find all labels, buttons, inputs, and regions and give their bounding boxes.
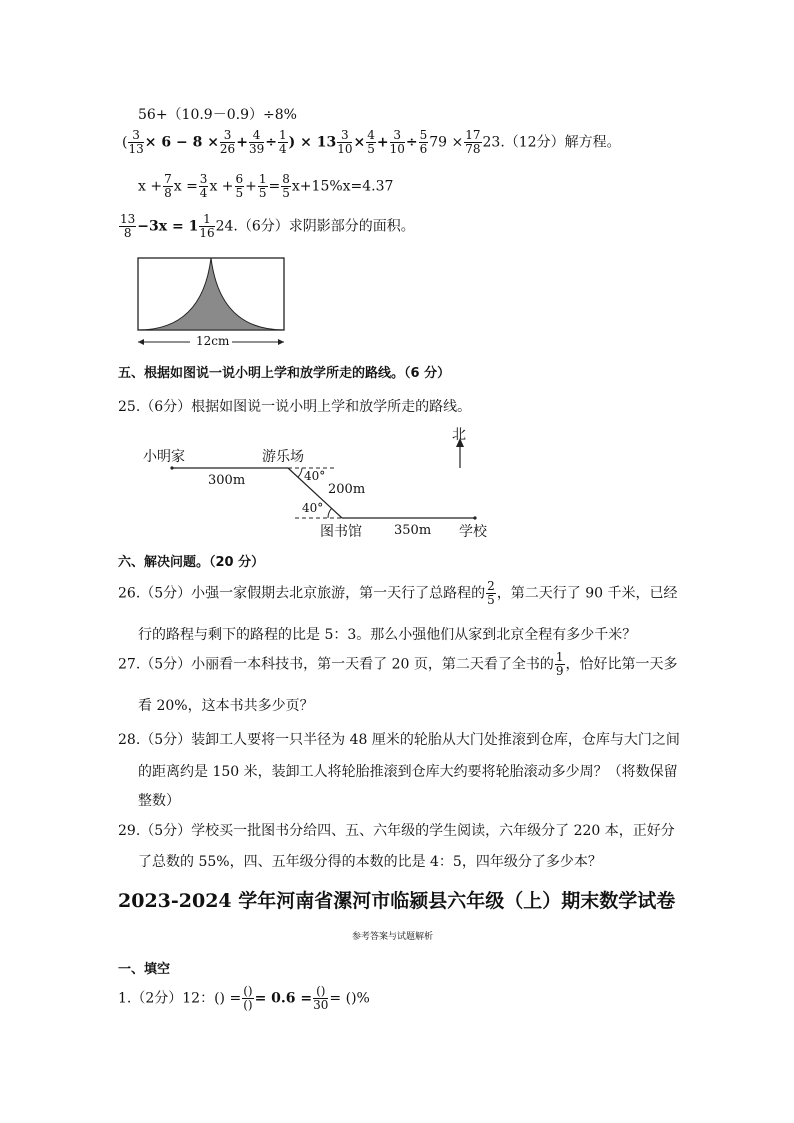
- home-label: 小明家: [143, 449, 185, 465]
- question-29-line-1: 29.（5分）学校买一批图书分给四、五、六年级的学生阅读，六年级分了 220 本，正好分: [118, 823, 675, 839]
- distance-label-200: 200m: [328, 482, 366, 497]
- exam-title: 2023-2024 学年河南省漯河市临颍县六年级（上）期末数学试卷: [118, 890, 676, 912]
- question-1: 1.（2分）12：() = $\frac{()}{()}$ = 0.6 = $\frac{()}{30}$ = ()%: [118, 984, 370, 1013]
- question-26-line-2: 行的路程与剩下的路程的比是 5：3。那么小强他们从家到北京全程有多少千米？: [138, 627, 637, 643]
- distance-label-350: 350m: [394, 523, 432, 538]
- north-label: 北: [452, 427, 466, 443]
- expression-line-2: ( $\frac{3}{13}$ × 6 − 8 × $\frac{3}{26}$ + $\frac{4}{39}$ ÷ $\frac{1}{4}$ ) × 13 $\frac{3}{10}$ × $\frac{4}{5}$ + $\frac{3}{10}$ ÷ $\frac{5}{6}$ 79 × $\frac{17}{78}$ 23.（12分）解方程。: [122, 128, 621, 157]
- angle-label-2: 40°: [302, 501, 324, 515]
- distance-label-300: 300m: [208, 473, 246, 488]
- fraction: $\frac{1}{9}$: [555, 650, 564, 679]
- fraction: $\frac{3}{26}$: [219, 128, 236, 157]
- section-6-heading: 六、解决问题。（20 分）: [118, 555, 265, 570]
- exam-subtitle: 参考答案与试题解析: [352, 932, 434, 942]
- question-28-line-1: 28.（5分）装卸工人要将一只半径为 48 厘米的轮胎从大门处推滚到仓库，仓库与大门之间: [118, 732, 680, 748]
- fraction: $\frac{1}{5}$: [258, 172, 267, 201]
- fraction: $\frac{()}{()}$: [243, 984, 253, 1013]
- library-label: 图书馆: [320, 524, 362, 540]
- angle-label-1: 40°: [304, 469, 326, 483]
- question-26-line-1: 26.（5分）小强一家假期去北京旅游，第一天行了总路程的 $\frac{2}{5}$ ，第二天行了 90 千米，已经: [118, 579, 678, 608]
- fraction: $\frac{()}{30}$: [313, 984, 329, 1013]
- fraction: $\frac{7}{8}$: [164, 172, 172, 201]
- question-29-line-2: 了总数的 55%，四、五年级分得的本数的比是 4：5，四年级分了多少本？: [138, 854, 602, 870]
- question-25: 25.（6分）根据如图说一说小明上学和放学所走的路线。: [118, 399, 472, 415]
- dimension-label: 12cm: [196, 334, 230, 348]
- fraction: $\frac{1}{16}$: [199, 212, 215, 241]
- question-27-line-1: 27.（5分）小丽看一本科技书，第一天看了 20 页，第二天看了全书的 $\frac{1}{9}$ ，恰好比第一天多: [118, 650, 678, 679]
- question-27-line-2: 看 20%，这本书共多少页？: [138, 698, 314, 714]
- section-5-heading: 五、根据如图说一说小明上学和放学所走的路线。（6 分）: [118, 366, 451, 381]
- fraction: $\frac{1}{4}$: [278, 128, 287, 157]
- expression-line-1: 56+（10.9－0.9）÷8%: [138, 107, 297, 123]
- fraction: $\frac{8}{5}$: [282, 172, 290, 201]
- fraction: $\frac{2}{5}$: [487, 579, 495, 608]
- fraction: $\frac{3}{10}$: [337, 128, 353, 157]
- fraction: $\frac{13}{8}$: [120, 212, 136, 241]
- park-label: 游乐场: [262, 449, 304, 465]
- question-28-line-2: 的距离约是 150 米，装卸工人将轮胎推滚到仓库大约要将轮胎滚动多少周？（将数保留: [138, 764, 678, 780]
- school-label: 学校: [459, 524, 487, 540]
- section-1-heading: 一、填空: [118, 962, 171, 977]
- fraction: $\frac{3}{13}$: [128, 128, 144, 157]
- question-28-line-3: 整数）: [138, 793, 180, 809]
- fraction: $\frac{3}{10}$: [389, 128, 405, 157]
- fraction: $\frac{6}{5}$: [235, 172, 244, 201]
- fraction: $\frac{4}{39}$: [248, 128, 265, 157]
- fraction: $\frac{5}{6}$: [419, 128, 428, 157]
- fraction: $\frac{17}{78}$: [465, 128, 481, 157]
- equation-line-3: x + $\frac{7}{8}$ x = $\frac{3}{4}$ x + $\frac{6}{5}$ + $\frac{1}{5}$ = $\frac{8}{5}$ x+15%x=4.37: [138, 172, 394, 201]
- fraction: $\frac{3}{4}$: [199, 172, 208, 201]
- equation-line-4: $\frac{13}{8}$ −3x = 1 $\frac{1}{16}$ 24.（6分）求阴影部分的面积。: [120, 212, 415, 241]
- fraction: $\frac{4}{5}$: [367, 128, 375, 157]
